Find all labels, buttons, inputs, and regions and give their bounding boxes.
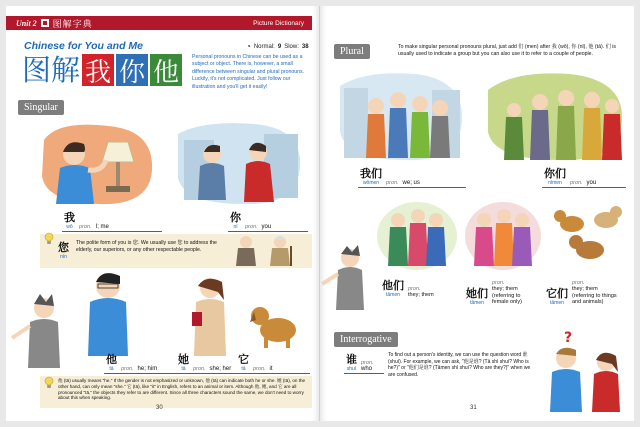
hanzi-tamen-she: 她们 xyxy=(466,287,488,300)
gloss-women: we; us xyxy=(402,180,420,186)
gloss-shui: who xyxy=(361,366,373,372)
divider xyxy=(358,187,466,188)
pos-ni: pron. xyxy=(245,224,258,230)
word-tamen-he xyxy=(382,280,434,298)
illustration-ta-it-dog xyxy=(246,292,306,352)
gloss-tamen-it-line2: (referring to things xyxy=(572,292,617,299)
gloss-tamen-it-line1: they; them xyxy=(572,286,598,292)
pinyin-ta-he: tā xyxy=(109,366,114,372)
hanzi-ta-she: 她 xyxy=(178,354,189,366)
pinyin-shui: shuí xyxy=(346,366,357,372)
who-note-text: To find out a person's identity, we can use the question word 谁 (shuí). For example, we can ask, "他是谁? (Tā shì shuí? Who is he?)" or "他们是谁? (Tāmen shì shuí? Who are they?)" when we are confused. xyxy=(388,352,531,378)
gloss-wo: I; me xyxy=(95,224,109,230)
hanzi-nin: 您 xyxy=(58,242,69,254)
gender-note-text: 他 (tā) usually means "he." If the gender is not emphasized or unknown, 他 (tā) can indicate both he or she. 她 (tā), on the other hand, can only mean "she." 它 (tā), like "it" in English, refers to an animal or item. Although 他, 她, and 它 are all pronounced "tā," the objects they refer to are different. Since all three characters sound the same, we don't need to worry about this when speaking. xyxy=(58,378,306,401)
gloss-tamen-she-line2: (referring to xyxy=(492,292,521,299)
word-wo xyxy=(64,212,109,230)
hanzi-ta-he: 他 xyxy=(106,354,117,366)
audio-speed-indicator xyxy=(246,42,309,51)
divider xyxy=(542,187,626,188)
pos-tamen-he: pron. xyxy=(408,285,421,292)
svg-text:?: ? xyxy=(564,330,573,346)
divider xyxy=(344,373,384,374)
illustration-wo xyxy=(38,120,158,208)
illustration-ta-she xyxy=(184,272,234,358)
word-shui xyxy=(346,354,374,372)
word-ta-it xyxy=(238,354,273,372)
pinyin-ta-she: tā xyxy=(181,366,186,372)
hanzi-women: 我们 xyxy=(360,168,382,180)
lightbulb-icon xyxy=(44,376,54,390)
illustration-ta-he xyxy=(78,268,138,358)
illustration-tamen-she xyxy=(464,196,542,272)
unit-square-icon xyxy=(41,19,49,27)
left-page xyxy=(6,6,320,421)
pos-tamen-it: pron. xyxy=(572,280,585,286)
title-plain: 图解 xyxy=(22,53,81,87)
audio-icon: ◔ xyxy=(246,42,251,51)
title-box-ta: 他 xyxy=(150,54,182,86)
pos-women: pron. xyxy=(386,180,399,186)
section-plural: Plural xyxy=(334,44,370,59)
hanzi-wo: 我 xyxy=(64,212,75,224)
pos-shui: pron. xyxy=(361,360,374,366)
gloss-nimen: you xyxy=(586,180,597,186)
header-title-cn: 图解字典 xyxy=(52,18,93,29)
gloss-tamen-he: they; them xyxy=(408,291,434,298)
word-ni xyxy=(230,212,271,230)
pos-ta-he: pron. xyxy=(121,366,134,372)
illustration-nin xyxy=(228,232,308,268)
pos-ta-it: pron. xyxy=(253,366,266,372)
word-tamen-it xyxy=(546,280,617,306)
illustration-tamen-he xyxy=(376,196,458,272)
pinyin-nimen: nǐmen xyxy=(548,180,562,186)
pos-tamen-she: pron. xyxy=(492,280,505,286)
pos-wo: pron. xyxy=(79,224,92,230)
divider xyxy=(62,231,162,232)
gloss-ta-it: it xyxy=(269,366,273,372)
illustration-nimen xyxy=(484,70,626,164)
normal-value: 9 xyxy=(277,43,282,50)
pos-nimen: pron. xyxy=(570,180,583,186)
illustration-women xyxy=(336,70,466,164)
pinyin-ta-it: tā xyxy=(241,366,246,372)
unit-header-bar xyxy=(6,16,312,30)
page-title xyxy=(22,54,182,86)
hanzi-tamen-he: 他们 xyxy=(382,280,404,292)
hanzi-nimen: 你们 xyxy=(544,168,566,180)
book-subtitle: Chinese for You and Me xyxy=(24,40,144,52)
pinyin-ni: nǐ xyxy=(233,224,238,230)
lightbulb-icon xyxy=(44,232,54,246)
word-tamen-she xyxy=(466,280,522,306)
header-title-en: Picture Dictionary xyxy=(253,19,304,27)
pinyin-women: wǒmen xyxy=(362,180,380,186)
pos-ta-she: pron. xyxy=(193,366,206,372)
word-ta-she xyxy=(178,354,231,372)
plural-intro: To make singular personal pronouns plural, just add 们 (men) after 我 (wǒ), 你 (nǐ), 他 (tā). 们 is usually used to indicate a group but you can also use it to refer to a couple of people. xyxy=(398,44,616,57)
pinyin-tamen-she: tāmen xyxy=(470,299,484,306)
title-box-wo: 我 xyxy=(82,54,114,86)
hanzi-tamen-it: 它们 xyxy=(546,287,568,300)
unit-label: Unit 2 xyxy=(16,18,37,28)
illustration-boy-pointing xyxy=(320,242,372,312)
gloss-tamen-she-line1: they; them xyxy=(492,286,518,292)
illustration-tamen-it-dogs xyxy=(550,202,628,268)
intro-paragraph: Personal pronouns in Chinese can be used as a subject or object. There is, however, a small difference between singular and plural pronouns. Luckily, it's not complicated. Just follow our illustration and you'll get it easily! xyxy=(192,54,305,90)
normal-label: Normal: xyxy=(253,43,275,50)
pinyin-wo: wǒ xyxy=(66,224,73,230)
page-number-right: 31 xyxy=(470,405,477,411)
illustration-boy-pointing xyxy=(10,290,70,370)
right-page xyxy=(320,6,634,421)
book-spread xyxy=(6,6,634,421)
word-nimen xyxy=(544,168,596,186)
hanzi-shui: 谁 xyxy=(346,354,357,366)
pinyin-tamen-he: tāmen xyxy=(386,292,400,298)
illustration-who-confused xyxy=(542,328,630,414)
pinyin-nin: nín xyxy=(60,254,67,260)
hanzi-ta-it: 它 xyxy=(238,354,249,366)
word-nin xyxy=(58,242,69,260)
divider xyxy=(104,373,310,374)
section-singular: Singular xyxy=(18,100,64,115)
title-box-ni: 你 xyxy=(116,54,148,86)
slow-label: Slow: xyxy=(284,43,299,50)
section-interrogative: Interrogative xyxy=(334,332,398,347)
gloss-ta-she: she; her xyxy=(209,366,232,372)
gloss-tamen-she-line3: female only) xyxy=(492,299,522,305)
polite-note-text: The polite form of you is 您. We usually use 您 to address the elderly, our superiors, or any other respectable people. xyxy=(76,240,217,253)
illustration-ni xyxy=(174,120,304,208)
slow-value: 38 xyxy=(301,43,309,50)
pinyin-tamen-it: tāmen xyxy=(550,299,564,306)
gloss-tamen-it-line3: and animals) xyxy=(572,299,604,305)
hanzi-ni: 你 xyxy=(230,212,241,224)
word-women xyxy=(360,168,420,186)
gloss-ni: you xyxy=(261,224,272,230)
word-ta-he xyxy=(106,354,157,372)
page-number-left: 30 xyxy=(156,405,163,411)
gloss-ta-he: he; him xyxy=(137,366,158,372)
